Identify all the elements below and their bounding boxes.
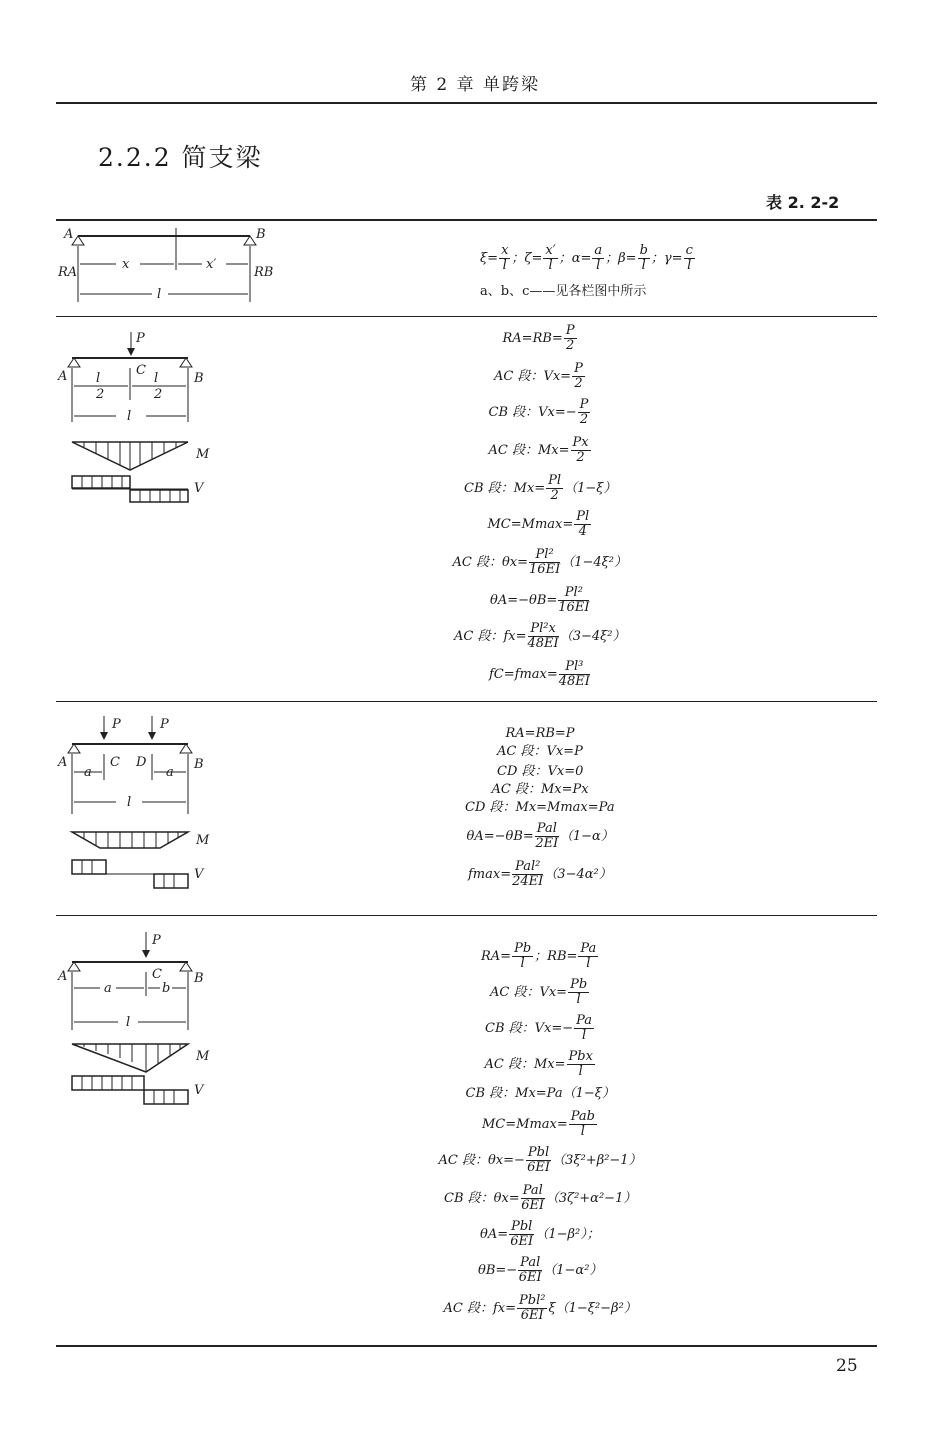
definitions-line2: a、b、c——见各栏图中所示 — [480, 284, 647, 299]
svg-text:A: A — [58, 755, 68, 770]
formula-line: AC 段：fx= $\frac{\text{Pbl²}}{6EI}$ ξ（1−ξ²−β²） — [443, 1293, 637, 1323]
formula-line: AC 段：θx=− $\frac{\text{Pbl}}{6EI}$ （3ξ²+β²−1） — [438, 1145, 642, 1175]
fraction: $\frac{Pl}{2}$ — [548, 473, 562, 503]
formula-line: AC 段：Mx= $\frac{\text{Pbx}}{l}$ — [484, 1049, 593, 1079]
section-title: 2.2.2 简支梁 — [98, 143, 263, 172]
fraction: $\frac{\text{Pl³}}{48EI}$ — [558, 659, 590, 689]
fraction: $\frac{Pb}{l}$ — [570, 977, 588, 1007]
row-divider — [56, 316, 877, 317]
formula-line: CB 段：Vx=− $\frac{P}{2}$ — [488, 397, 589, 427]
formula-line: θB=− $\frac{\text{Pal}}{6EI}$ （1−α²） — [478, 1255, 603, 1285]
fraction: $\frac{\text{Pl²}}{16EI}$ — [558, 585, 590, 615]
svg-text:a: a — [84, 765, 92, 780]
label-x: x — [122, 257, 130, 272]
diagram-two-loads — [56, 714, 226, 894]
row-divider — [56, 915, 877, 916]
fraction: $\frac{P}{2}$ — [565, 323, 575, 353]
label-xp: x′ — [206, 257, 217, 272]
diagram-eccentric-load — [56, 930, 226, 1110]
formula-line: θA=−θB= $\frac{\text{Pal}}{2EI}$ （1−α） — [466, 821, 614, 851]
fraction: $\frac{a}{l}$ — [594, 243, 603, 273]
fraction: $\frac{x'}{l}$ — [545, 243, 556, 273]
formula-line: RA=RB=P — [505, 726, 575, 741]
formula-line: θA= $\frac{\text{Pbl}}{6EI}$ （1−β²）； — [480, 1219, 600, 1249]
svg-text:P: P — [112, 717, 121, 732]
svg-text:M: M — [196, 833, 210, 848]
fraction: $\frac{\text{Pbx}}{l}$ — [568, 1049, 593, 1079]
formula-line: CB 段：Vx=− $\frac{Pa}{l}$ — [485, 1013, 593, 1043]
label-ra: RA — [58, 265, 78, 280]
fraction: $\frac{Pb}{l}$ — [514, 941, 532, 971]
formula-line: CB 段：Mx= $\frac{Pl}{2}$ （1−ξ） — [464, 473, 617, 503]
fraction: $\frac{\text{Pal}}{2EI}$ — [535, 821, 559, 851]
svg-text:P: P — [160, 717, 169, 732]
label-a: A — [64, 227, 74, 242]
row-divider — [56, 701, 877, 702]
fraction: $\frac{\text{Pl²x}}{48EI}$ — [527, 621, 559, 651]
fraction: $\frac{c}{l}$ — [685, 243, 693, 273]
formula-line: CB 段：Mx=Pa（1−ξ） — [465, 1086, 615, 1101]
svg-text:a: a — [104, 981, 112, 996]
fraction: $\frac{Pl}{4}$ — [576, 509, 590, 539]
svg-text:V: V — [194, 481, 204, 496]
formula-line: AC 段：Mx= $\frac{Px}{2}$ — [488, 435, 589, 465]
svg-text:l: l — [96, 371, 101, 386]
fraction: $\frac{\text{Pbl}}{6EI}$ — [510, 1219, 534, 1249]
fraction: $\frac{\text{Pab}}{l}$ — [570, 1109, 596, 1139]
svg-text:l: l — [126, 1015, 131, 1030]
svg-text:A: A — [58, 369, 68, 384]
formula-line: AC 段：Vx=P — [497, 744, 583, 759]
svg-text:P: P — [136, 331, 145, 346]
svg-text:l: l — [154, 371, 159, 386]
svg-text:M: M — [196, 1049, 210, 1064]
svg-text:V: V — [194, 1083, 204, 1098]
svg-text:C: C — [110, 755, 120, 770]
fraction: $\frac{\text{Pbl}}{6EI}$ — [527, 1145, 550, 1175]
svg-text:l: l — [127, 795, 132, 810]
svg-text:C: C — [152, 967, 162, 982]
label-rb: RB — [254, 265, 274, 280]
table-label: 表 2. 2-2 — [766, 193, 840, 212]
fraction: $\frac{\text{Pl²}}{16EI}$ — [529, 547, 561, 577]
svg-text:M: M — [196, 447, 210, 462]
svg-text:l: l — [127, 409, 132, 424]
fraction: $\frac{P}{2}$ — [579, 397, 589, 427]
fraction: $\frac{P}{2}$ — [574, 361, 583, 391]
formula-line: AC 段：Mx=Px — [491, 782, 589, 797]
fraction: $\frac{\text{Pal}}{6EI}$ — [518, 1255, 542, 1285]
svg-text:A: A — [58, 969, 68, 984]
table-bottom-rule — [56, 1345, 877, 1347]
label-l: l — [157, 287, 162, 302]
header-rule — [56, 102, 877, 104]
formula-line: θA=−θB= $\frac{\text{Pl²}}{16EI}$ — [490, 585, 590, 615]
chapter-header: 第 2 章 单跨梁 — [409, 75, 541, 95]
definitions-line1: ξ= $\frac{x}{l}$ ；ζ= $\frac{x'}{l}$ ；α= $\frac{a}{l}$ ；β= $\frac{b}{l}$ ；γ= $\frac{c}{l}$ — [480, 243, 693, 273]
fraction: $\frac{Px}{2}$ — [572, 435, 589, 465]
formula-line: CD 段：Mx=Mmax=Pa — [465, 800, 615, 815]
formula-line: AC 段：θx= $\frac{\text{Pl²}}{16EI}$ （1−4ξ²） — [452, 547, 628, 577]
svg-text:a: a — [166, 765, 174, 780]
formula-line: fC=fmax= $\frac{\text{Pl³}}{48EI}$ — [489, 659, 590, 689]
formula-line: AC 段：Vx= $\frac{Pb}{l}$ — [490, 977, 588, 1007]
fraction: $\frac{\text{Pbl²}}{6EI}$ — [519, 1293, 546, 1323]
fraction: $\frac{x}{l}$ — [501, 243, 509, 273]
formula-line: MC=Mmax= $\frac{Pl}{4}$ — [487, 509, 590, 539]
formula-line: MC=Mmax= $\frac{\text{Pab}}{l}$ — [482, 1109, 596, 1139]
svg-text:C: C — [136, 363, 146, 378]
fraction: $\frac{\text{Pal²}}{24EI}$ — [512, 859, 544, 889]
formula-line: AC 段：fx= $\frac{\text{Pl²x}}{48EI}$ （3−4ξ²） — [454, 621, 626, 651]
table-top-rule — [56, 219, 877, 221]
formula-line: RA=RB= $\frac{P}{2}$ — [502, 323, 575, 353]
svg-text:B: B — [194, 371, 204, 386]
fraction: $\frac{\text{Pal}}{6EI}$ — [521, 1183, 545, 1213]
fraction: $\frac{Pa}{l}$ — [576, 1013, 593, 1043]
diagram-central-load — [56, 330, 226, 510]
label-b: B — [256, 227, 266, 242]
formula-line: CB 段：θx= $\frac{\text{Pal}}{6EI}$ （3ζ²+α²−1） — [444, 1183, 637, 1213]
formula-line: fmax= $\frac{\text{Pal²}}{24EI}$ （3−4α²） — [468, 859, 612, 889]
svg-text:2: 2 — [154, 387, 163, 402]
fraction: $\frac{b}{l}$ — [639, 243, 648, 273]
formula-line: CD 段：Vx=0 — [497, 764, 584, 779]
svg-text:b: b — [162, 981, 171, 996]
svg-text:2: 2 — [96, 387, 105, 402]
svg-text:D: D — [136, 755, 147, 770]
formula-line: RA= $\frac{Pb}{l}$ ；RB= $\frac{Pa}{l}$ — [481, 941, 597, 971]
svg-text:V: V — [194, 867, 204, 882]
svg-text:B: B — [194, 757, 204, 772]
fraction: $\frac{Pa}{l}$ — [580, 941, 597, 971]
page-number: 25 — [836, 1356, 858, 1376]
formula-line: AC 段：Vx= $\frac{P}{2}$ — [494, 361, 583, 391]
svg-text:P: P — [152, 933, 161, 948]
definition-diagram — [56, 224, 286, 310]
svg-text:B: B — [194, 971, 204, 986]
